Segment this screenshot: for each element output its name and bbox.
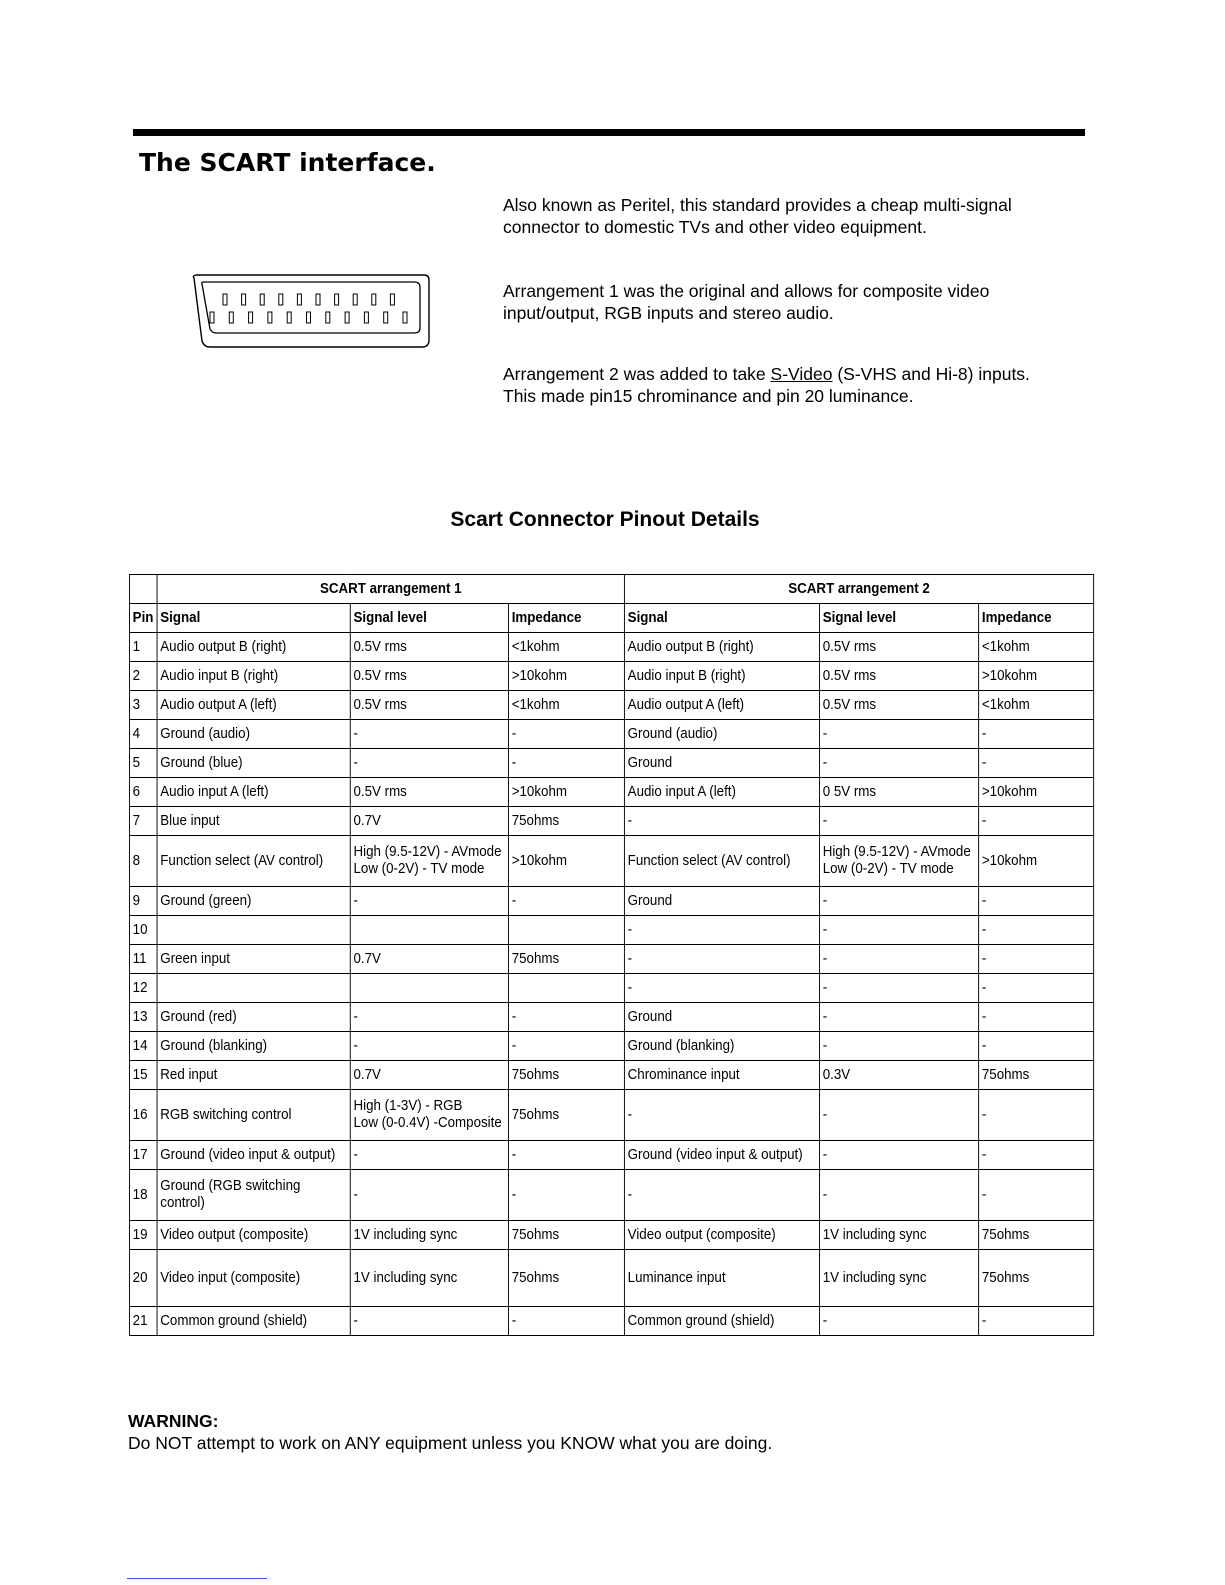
cell-impedance-2: - bbox=[979, 1032, 1094, 1061]
cell-line: control) bbox=[160, 1195, 205, 1211]
cell-line: High (1-3V) - RGB bbox=[353, 1098, 463, 1114]
cell-impedance-2: - bbox=[979, 887, 1094, 916]
cell-pin: 3 bbox=[129, 691, 157, 720]
table-row bbox=[129, 1061, 1093, 1090]
cell-impedance-1: >10kohm bbox=[509, 778, 625, 807]
table-row bbox=[129, 720, 1093, 749]
cell-signal-1: Video output (composite) bbox=[157, 1221, 350, 1250]
cell-impedance-1: - bbox=[509, 1032, 625, 1061]
cell-pin: 13 bbox=[129, 1003, 157, 1032]
table-row bbox=[129, 945, 1093, 974]
arrangement-1-header: SCART arrangement 1 bbox=[157, 575, 624, 604]
cell-line: Low (0-0.4V) -Composite bbox=[353, 1115, 502, 1131]
connector-pin bbox=[260, 294, 264, 305]
cell-line: Low (0-2V) - TV mode bbox=[353, 861, 485, 877]
cell-signal-level-2: - bbox=[819, 1170, 978, 1221]
cell-impedance-2: >10kohm bbox=[979, 836, 1094, 887]
cell-signal-level-2: - bbox=[819, 807, 978, 836]
column-header-signal-1: Signal bbox=[157, 604, 350, 633]
cell-pin: 10 bbox=[129, 916, 157, 945]
table-row bbox=[129, 662, 1093, 691]
connector-pin bbox=[353, 294, 357, 305]
cell-impedance-1: 75ohms bbox=[509, 945, 625, 974]
cell-impedance-1: >10kohm bbox=[509, 836, 625, 887]
cell-pin: 21 bbox=[129, 1307, 157, 1336]
table-row bbox=[129, 1090, 1093, 1141]
cell-signal-2: Ground (video input & output) bbox=[624, 1141, 819, 1170]
connector-pin bbox=[279, 294, 283, 305]
cell-pin: 19 bbox=[129, 1221, 157, 1250]
cell-pin: 11 bbox=[129, 945, 157, 974]
cell-impedance-2: - bbox=[979, 720, 1094, 749]
cell-signal-level-1: - bbox=[350, 1307, 508, 1336]
cell-pin: 6 bbox=[129, 778, 157, 807]
cell-pin: 2 bbox=[129, 662, 157, 691]
connector-pin bbox=[372, 294, 376, 305]
cell-impedance-1: <1kohm bbox=[509, 633, 625, 662]
cell-signal-level-2: 0.5V rms bbox=[819, 633, 978, 662]
cell-pin: 16 bbox=[129, 1090, 157, 1141]
connector-pin bbox=[307, 312, 311, 323]
cell-signal-1: Ground (blue) bbox=[157, 749, 350, 778]
warning-title: WARNING: bbox=[128, 1411, 219, 1431]
cell-signal-1: Ground (blanking) bbox=[157, 1032, 350, 1061]
cell-signal-1: Green input bbox=[157, 945, 350, 974]
cell-impedance-2: - bbox=[979, 974, 1094, 1003]
cell-signal-level-1: - bbox=[350, 1032, 508, 1061]
table-row bbox=[129, 778, 1093, 807]
cell-impedance-2: - bbox=[979, 807, 1094, 836]
cell-signal-2: Audio input A (left) bbox=[624, 778, 819, 807]
cell-signal-level-2: - bbox=[819, 1141, 978, 1170]
cell-signal-level-1: - bbox=[350, 1141, 508, 1170]
connector-pin bbox=[242, 294, 246, 305]
cell-impedance-1: - bbox=[509, 1003, 625, 1032]
cell-line: Low (0-2V) - TV mode bbox=[822, 861, 954, 877]
connector-pin bbox=[210, 312, 214, 323]
cell-signal-level-1: 0.5V rms bbox=[350, 662, 508, 691]
table-row bbox=[129, 807, 1093, 836]
cell-impedance-1: >10kohm bbox=[509, 662, 625, 691]
cell-impedance-2: >10kohm bbox=[979, 662, 1094, 691]
connector-pin bbox=[403, 312, 407, 323]
cell-signal-2: Audio output A (left) bbox=[624, 691, 819, 720]
cell-signal-2: Ground (blanking) bbox=[624, 1032, 819, 1061]
cell-signal-level-1: - bbox=[350, 720, 508, 749]
table-row bbox=[129, 691, 1093, 720]
cell-signal-2: Audio input B (right) bbox=[624, 662, 819, 691]
cell-impedance-2: - bbox=[979, 1003, 1094, 1032]
cell-signal-1: Function select (AV control) bbox=[157, 836, 350, 887]
cell-pin: 12 bbox=[129, 974, 157, 1003]
cell-signal-level-1: 1V including sync bbox=[350, 1221, 508, 1250]
cell-signal-level-2: 1V including sync bbox=[819, 1250, 978, 1307]
table-title: Scart Connector Pinout Details bbox=[450, 508, 760, 531]
cell-impedance-1: 75ohms bbox=[509, 1090, 625, 1141]
cell-line: High (9.5-12V) - AVmode bbox=[353, 844, 502, 860]
cell-signal-2: - bbox=[624, 945, 819, 974]
cell-signal-level-2: 1V including sync bbox=[819, 1221, 978, 1250]
cell-signal-level-1 bbox=[350, 916, 508, 945]
cell-signal-level-2: - bbox=[819, 1090, 978, 1141]
connector-pin bbox=[268, 312, 272, 323]
cell-signal-1: Audio input B (right) bbox=[157, 662, 350, 691]
table-row bbox=[129, 836, 1093, 887]
connector-pin bbox=[335, 294, 339, 305]
cell-signal-level-2: - bbox=[819, 945, 978, 974]
cell-signal-1 bbox=[157, 1170, 350, 1221]
column-header-signal-level-1: Signal level bbox=[350, 604, 508, 633]
cell-signal-2: Video output (composite) bbox=[624, 1221, 819, 1250]
cell-pin: 8 bbox=[129, 836, 157, 887]
connector-pin bbox=[384, 312, 388, 323]
cell-line: Ground (RGB switching bbox=[160, 1178, 301, 1194]
cell-signal-level-1: 0.7V bbox=[350, 1061, 508, 1090]
cell-signal-1 bbox=[157, 916, 350, 945]
table-row bbox=[129, 1003, 1093, 1032]
scart-connector-icon bbox=[188, 272, 432, 350]
page-title: The SCART interface. bbox=[139, 148, 436, 177]
column-header-signal-level-2: Signal level bbox=[819, 604, 978, 633]
cell-impedance-2: >10kohm bbox=[979, 778, 1094, 807]
cell-signal-1: Audio output B (right) bbox=[157, 633, 350, 662]
cell-impedance-2: - bbox=[979, 916, 1094, 945]
cell-signal-level-2: 0.5V rms bbox=[819, 662, 978, 691]
cell-signal-2: - bbox=[624, 1090, 819, 1141]
cell-impedance-2: - bbox=[979, 1090, 1094, 1141]
cell-signal-1: Ground (video input & output) bbox=[157, 1141, 350, 1170]
warning-block bbox=[128, 1410, 772, 1454]
cell-impedance-2: 75ohms bbox=[979, 1061, 1094, 1090]
cell-signal-2: Ground (audio) bbox=[624, 720, 819, 749]
column-header-impedance-2: Impedance bbox=[979, 604, 1094, 633]
cell-impedance-1: - bbox=[509, 887, 625, 916]
cell-signal-level-2: - bbox=[819, 720, 978, 749]
cell-impedance-1: 75ohms bbox=[509, 1221, 625, 1250]
cell-pin: 7 bbox=[129, 807, 157, 836]
cell-signal-2: Chrominance input bbox=[624, 1061, 819, 1090]
cell-impedance-2: - bbox=[979, 945, 1094, 974]
table-row bbox=[129, 1032, 1093, 1061]
cell-signal-level-2: - bbox=[819, 974, 978, 1003]
cell-signal-level-1: 0.5V rms bbox=[350, 778, 508, 807]
connector-pin bbox=[316, 294, 320, 305]
warning-text: Do NOT attempt to work on ANY equipment unless you KNOW what you are doing. bbox=[128, 1433, 773, 1453]
table-row bbox=[129, 974, 1093, 1003]
intro-paragraph-2: Arrangement 1 was the original and allows for composite video input/output, RGB inputs and stereo audio. bbox=[503, 281, 990, 323]
cell-signal-2: - bbox=[624, 807, 819, 836]
cell-signal-level-1: 0.5V rms bbox=[350, 633, 508, 662]
cell-signal-level-1: 0.7V bbox=[350, 807, 508, 836]
cell-signal-level-2: 0.5V rms bbox=[819, 691, 978, 720]
cell-signal-level-2: - bbox=[819, 1307, 978, 1336]
column-header-pin: Pin bbox=[129, 604, 157, 633]
cell-signal-level-2: 0 5V rms bbox=[819, 778, 978, 807]
intro-p3-end: (S-VHS and Hi-8) inputs. This made pin15 chrominance and pin 20 luminance. bbox=[503, 364, 1030, 406]
cell-impedance-1: 75ohms bbox=[509, 1061, 625, 1090]
cell-signal-level-1 bbox=[350, 1090, 508, 1141]
cell-impedance-2: <1kohm bbox=[979, 633, 1094, 662]
cell-impedance-2: - bbox=[979, 1141, 1094, 1170]
cell-pin: 20 bbox=[129, 1250, 157, 1307]
cell-pin: 9 bbox=[129, 887, 157, 916]
cell-impedance-1 bbox=[509, 974, 625, 1003]
arrangement-2-header: SCART arrangement 2 bbox=[624, 575, 1093, 604]
cell-signal-2: Audio output B (right) bbox=[624, 633, 819, 662]
cell-signal-1: Ground (green) bbox=[157, 887, 350, 916]
cell-signal-level-2: - bbox=[819, 916, 978, 945]
intro-paragraph-3 bbox=[503, 363, 1063, 407]
cell-signal-level-1: - bbox=[350, 1003, 508, 1032]
top-rule bbox=[133, 129, 1085, 136]
cell-signal-1: Ground (audio) bbox=[157, 720, 350, 749]
cell-signal-2: - bbox=[624, 1170, 819, 1221]
cell-signal-1: Ground (red) bbox=[157, 1003, 350, 1032]
cell-signal-2: Function select (AV control) bbox=[624, 836, 819, 887]
table-row bbox=[129, 633, 1093, 662]
cell-signal-level-1: 1V including sync bbox=[350, 1250, 508, 1307]
cell-impedance-2: - bbox=[979, 749, 1094, 778]
cell-pin: 17 bbox=[129, 1141, 157, 1170]
cell-signal-1: Video input (composite) bbox=[157, 1250, 350, 1307]
cell-impedance-2: - bbox=[979, 1307, 1094, 1336]
table-row bbox=[129, 1221, 1093, 1250]
table-row bbox=[129, 916, 1093, 945]
cell-line: High (9.5-12V) - AVmode bbox=[822, 844, 971, 860]
cell-impedance-1: 75ohms bbox=[509, 807, 625, 836]
table-row bbox=[129, 1307, 1093, 1336]
cell-impedance-1 bbox=[509, 916, 625, 945]
connector-pin bbox=[326, 312, 330, 323]
connector-pin bbox=[297, 294, 301, 305]
cell-signal-2: Ground bbox=[624, 749, 819, 778]
cell-pin: 18 bbox=[129, 1170, 157, 1221]
cell-signal-level-1: - bbox=[350, 749, 508, 778]
cell-impedance-1: <1kohm bbox=[509, 691, 625, 720]
connector-pin bbox=[223, 294, 227, 305]
cell-pin: 4 bbox=[129, 720, 157, 749]
cell-signal-level-2: - bbox=[819, 887, 978, 916]
cell-signal-level-2 bbox=[819, 836, 978, 887]
cell-signal-level-2: - bbox=[819, 1032, 978, 1061]
table-row bbox=[129, 1170, 1093, 1221]
column-header-impedance-1: Impedance bbox=[509, 604, 625, 633]
cell-signal-level-2: - bbox=[819, 1003, 978, 1032]
connector-pin bbox=[364, 312, 368, 323]
cell-impedance-2: <1kohm bbox=[979, 691, 1094, 720]
cell-signal-1: Audio input A (left) bbox=[157, 778, 350, 807]
cell-signal-level-2: 0.3V bbox=[819, 1061, 978, 1090]
cell-signal-2: Ground bbox=[624, 887, 819, 916]
cell-signal-1 bbox=[157, 974, 350, 1003]
cell-signal-1: Audio output A (left) bbox=[157, 691, 350, 720]
connector-pin bbox=[249, 312, 253, 323]
s-video-link[interactable]: S-Video bbox=[770, 364, 833, 384]
cell-signal-2: Common ground (shield) bbox=[624, 1307, 819, 1336]
table-row bbox=[129, 887, 1093, 916]
cell-pin: 14 bbox=[129, 1032, 157, 1061]
cell-impedance-1: - bbox=[509, 1170, 625, 1221]
cell-signal-level-1 bbox=[350, 974, 508, 1003]
cell-impedance-1: - bbox=[509, 720, 625, 749]
cell-signal-2: Luminance input bbox=[624, 1250, 819, 1307]
connector-pin bbox=[287, 312, 291, 323]
cell-signal-2: - bbox=[624, 916, 819, 945]
cell-signal-level-1: 0.5V rms bbox=[350, 691, 508, 720]
cell-impedance-1: - bbox=[509, 1141, 625, 1170]
connector-pin bbox=[390, 294, 394, 305]
cell-signal-1: Blue input bbox=[157, 807, 350, 836]
cell-signal-2: - bbox=[624, 974, 819, 1003]
cell-impedance-1: 75ohms bbox=[509, 1250, 625, 1307]
column-header-signal-2: Signal bbox=[624, 604, 819, 633]
cell-pin: 1 bbox=[129, 633, 157, 662]
footer-link-underline bbox=[127, 1578, 267, 1579]
cell-signal-level-1: - bbox=[350, 1170, 508, 1221]
cell-signal-2: Ground bbox=[624, 1003, 819, 1032]
cell-impedance-1: - bbox=[509, 749, 625, 778]
pinout-table bbox=[129, 574, 1094, 1336]
cell-signal-1: Red input bbox=[157, 1061, 350, 1090]
table-row bbox=[129, 1250, 1093, 1307]
cell-signal-level-1: 0.7V bbox=[350, 945, 508, 974]
cell-impedance-2: - bbox=[979, 1170, 1094, 1221]
intro-paragraph-1: Also known as Peritel, this standard provides a cheap multi-signal connector to domestic TVs and other video equipment. bbox=[503, 195, 1012, 237]
cell-pin: 15 bbox=[129, 1061, 157, 1090]
connector-pin bbox=[229, 312, 233, 323]
cell-signal-level-1: - bbox=[350, 887, 508, 916]
corner-cell bbox=[129, 575, 157, 604]
connector-pin bbox=[345, 312, 349, 323]
cell-signal-level-2: - bbox=[819, 749, 978, 778]
cell-signal-level-1 bbox=[350, 836, 508, 887]
intro-p3-start: Arrangement 2 was added to take bbox=[503, 364, 771, 384]
table-row bbox=[129, 1141, 1093, 1170]
cell-signal-1: RGB switching control bbox=[157, 1090, 350, 1141]
cell-impedance-2: 75ohms bbox=[979, 1250, 1094, 1307]
cell-pin: 5 bbox=[129, 749, 157, 778]
cell-signal-1: Common ground (shield) bbox=[157, 1307, 350, 1336]
table-row bbox=[129, 749, 1093, 778]
cell-impedance-1: - bbox=[509, 1307, 625, 1336]
cell-impedance-2: 75ohms bbox=[979, 1221, 1094, 1250]
